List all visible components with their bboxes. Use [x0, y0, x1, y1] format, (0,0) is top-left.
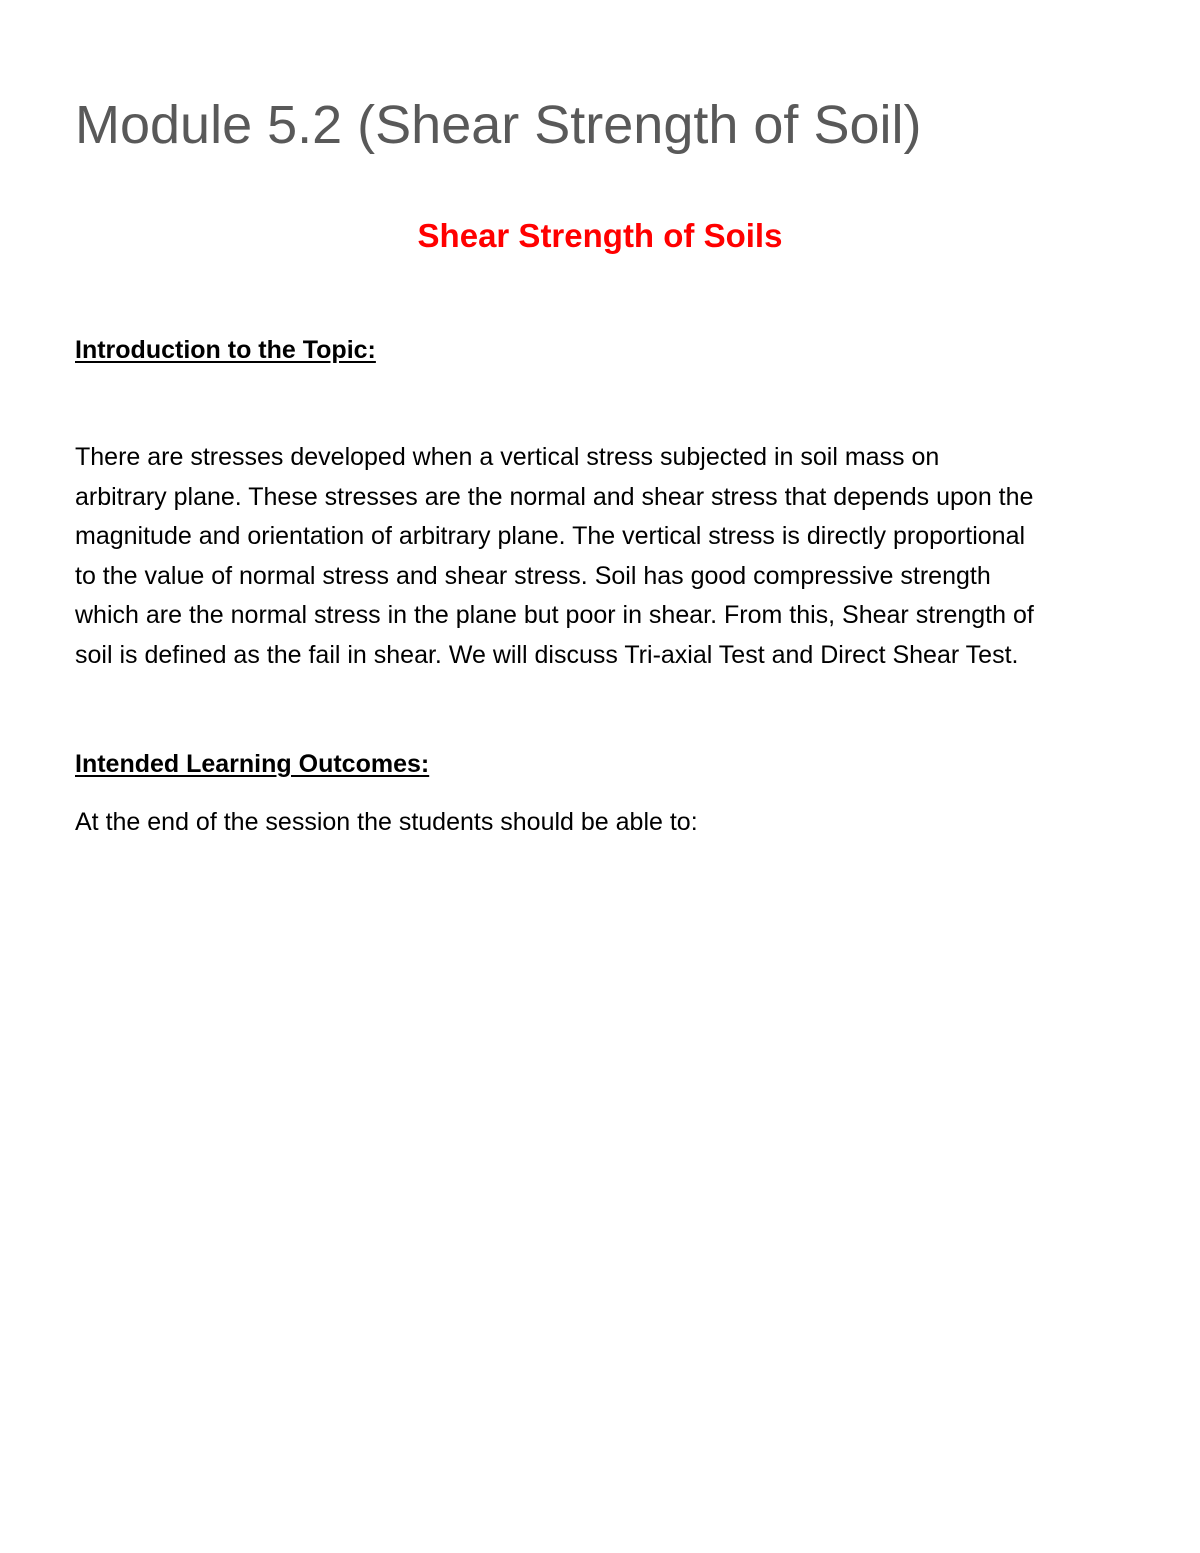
paragraph-line: to the value of normal stress and shear stress. Soil has good compressive strength [75, 561, 991, 590]
paragraph-line: arbitrary plane. These stresses are the normal and shear stress that depends upon the [75, 482, 1034, 511]
document-heading: Shear Strength of Soils [417, 217, 783, 254]
learning-outcomes-heading: Intended Learning Outcomes: [75, 750, 430, 778]
paragraph-line: There are stresses developed when a vertical stress subjected in soil mass on [75, 443, 940, 471]
introduction-paragraph [75, 438, 1034, 675]
learning-outcomes-lead: At the end of the session the students should be able to: [75, 808, 698, 836]
paragraph-line: magnitude and orientation of arbitrary plane. The vertical stress is directly proportional [75, 522, 1026, 550]
module-title: Module 5.2 (Shear Strength of Soil) [75, 95, 922, 155]
paragraph-line: soil is defined as the fail in shear. We will discuss Tri-axial Test and Direct Shear Test. [75, 640, 1019, 669]
paragraph-line: which are the normal stress in the plane but poor in shear. From this, Shear strength of [75, 601, 1034, 629]
introduction-heading: Introduction to the Topic: [75, 336, 376, 364]
